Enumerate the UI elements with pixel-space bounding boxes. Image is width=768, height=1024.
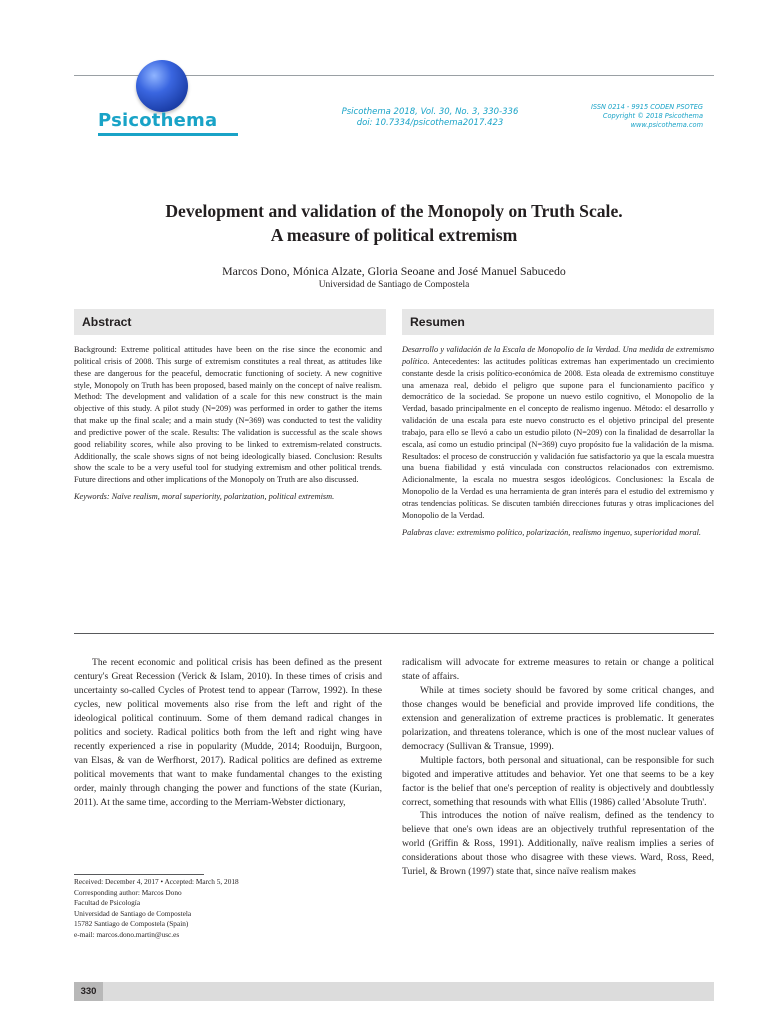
footer-bar bbox=[74, 982, 714, 1001]
corresponding-author: Corresponding author: Marcos Dono bbox=[74, 887, 182, 897]
resumen-title: Desarrollo y validación de la Escala de Monopolio de la Verdad. Una medida de extremismo político. bbox=[402, 345, 714, 366]
section-divider bbox=[74, 633, 714, 634]
abstract-body bbox=[74, 344, 382, 503]
abstract-text: Background: Extreme political attitudes have been on the rise since the economic and political crisis of 2008. This surge of extremism constitutes a real threat, as attitudes like these are dangerous for the peaceful, democratic functioning of society. A new cognitive style, Monopoly on Truth has been proposed, based mainly on the concept of naïve realism. Method: The development and validation of a scale for this new construct is the main objective of this study. A pilot study (N=209) was performed in order to gather the items that make up the final scale; and a main study (N=369) was conducted to test the validity and predictive power of the scale. Results: The validation is successful as the scale shows good reliability scores, while also proving to be linked to extremism-related constructs. Additionally, the scale shows signs of not being ideologically biased. Conclusion: Results show the scale to be a very useful tool for studying extremism and other political trends. Future directions and other implications of the Monopoly on Truth are also discussed. bbox=[74, 345, 382, 485]
abstract-heading: Abstract bbox=[74, 309, 386, 335]
title-line-1: Development and validation of the Monopoly on Truth Scale. bbox=[165, 201, 623, 221]
footnote bbox=[74, 877, 314, 940]
received-dates: Received: December 4, 2017 • Accepted: March 5, 2018 bbox=[74, 877, 239, 886]
journal-meta bbox=[560, 103, 703, 130]
faculty: Facultad de Psicología bbox=[74, 898, 141, 907]
title-line-2: A measure of political extremism bbox=[270, 225, 518, 245]
journal-citation bbox=[330, 107, 530, 129]
doi-link[interactable]: doi: 10.7334/psicothema2017.423 bbox=[356, 118, 504, 128]
issn: ISSN 0214 - 9915 CODEN PSOTEG bbox=[590, 103, 703, 111]
abstract-keywords: Keywords: Naïve realism, moral superiority, polarization, political extremism. bbox=[74, 492, 335, 502]
body-left-column bbox=[74, 656, 382, 809]
authors: Marcos Dono, Mónica Alzate, Gloria Seoane and José Manuel Sabucedo bbox=[222, 264, 566, 278]
resumen-keywords: Palabras clave: extremismo político, polarización, realismo ingenuo, superioridad moral. bbox=[402, 527, 701, 537]
journal-logo-text: Psicothema bbox=[98, 110, 218, 131]
article-title bbox=[74, 199, 714, 247]
copyright: Copyright © 2018 Psicothema bbox=[602, 112, 703, 120]
journal-logo-sphere-icon bbox=[136, 60, 188, 112]
address: 15782 Santiago de Compostela (Spain) bbox=[74, 919, 189, 928]
resumen-text: Antecedentes: las actitudes políticas extremas han experimentado un crecimiento constante desde la crisis político-económica de 2008. Esta oleada de extremismo constituye una amenaza real, debido el peligro que supone para el funcionamiento pacífico y democrático de la sociedad. Se propone un nuevo estilo cognitivo, el Monopolio de la Verdad, basado principalmente en el concepto de realismo ingenuo. Método: el desarrollo y validación de una escala para este nuevo constructo es el objetivo principal del presente trabajo, para ello se llevó a cabo un estudio piloto (N=209) con la finalidad de desarrollar la escala, así como un estudio principal (N=369) cuyo propósito fue la validación de la misma. Resultados: el proceso de construcción y validación fue satisfactorio ya que la escala muestra una buena fiabilidad y está vinculada con constructos relacionados con extremismo. Adicionalmente, la escala no muestra sesgos ideológicos. Conclusiones: la Escala de Monopolio de la Verdad es una herramienta de gran interés para el estudio del extremismo y otras tendencias políticas. Se discuten también direcciones futuras y otras implicaciones del Monopolio de la Verdad. bbox=[402, 356, 714, 520]
page-number: 330 bbox=[74, 982, 103, 1001]
email-link[interactable]: e-mail: marcos.dono.martin@usc.es bbox=[74, 929, 180, 939]
body-paragraph: This introduces the notion of naïve realism, defined as the tendency to believe that one's own ideas are an objectively truthful representation of the world (Griffin & Ross, 1991). Additionally, naïve realism implies a series of considerations about those who disagree with these views. Ward, Ross, Reed, Turiel, & Brown (1997) state that, since naïve realism makes bbox=[402, 810, 714, 878]
website-link[interactable]: www.psicothema.com bbox=[630, 121, 703, 129]
body-paragraph: The recent economic and political crisis has been defined as the present century's Great Recession (Verick & Islam, 2010). In these times of crisis and uncertainty so-called Cycles of Protest tend to appear (Tarrow, 1992). In these cycles, new political movements also rise from the left and right of the ideological political continuum. Some of them demand radical changes in politics and society. Radical politics both from the left and right wing have recently experienced a rise in popularity (Mudde, 2014; Rooduijn, Burgoon, van Elsas, & van de Werfhorst, 2017). Radical politics are defined as extreme political movements that want to make fundamental changes to the existing order, mainly through changing the power and functions of the state (Kurian, 2011). At the same time, according to the Merriam-Webster dictionary, bbox=[74, 657, 382, 808]
body-paragraph: radicalism will advocate for extreme measures to retain or change a political state of affairs. bbox=[402, 657, 714, 682]
body-paragraph: While at times society should be favored by some critical changes, and those changes would be beneficial and provide improved life conditions, the extension and generalization of extreme practices is problematic. It generates polarization, and threatens tolerance, which is one of the most nuclear values of democracy (Sullivan & Transue, 1999). bbox=[402, 684, 714, 752]
body-right-column bbox=[402, 656, 714, 879]
logo-underline bbox=[98, 133, 238, 136]
resumen-body bbox=[402, 344, 714, 539]
resumen-heading: Resumen bbox=[402, 309, 714, 335]
affiliation: Universidad de Santiago de Compostela bbox=[318, 280, 470, 290]
resumen-paragraph bbox=[402, 344, 714, 522]
university: Universidad de Santiago de Compostela bbox=[74, 908, 192, 918]
body-paragraph: Multiple factors, both personal and situational, can be responsible for such bigoted and imperative attitudes and behavior. Yet one that seems to be a key factor is the belief that one's perception of reality is objectively and doubtlessly correct, something that resounds with what Ellis (1986) called 'Absolute Truth'. bbox=[402, 754, 714, 808]
citation-line: Psicothema 2018, Vol. 30, No. 3, 330-336 bbox=[341, 107, 519, 117]
footnote-rule bbox=[74, 874, 204, 875]
